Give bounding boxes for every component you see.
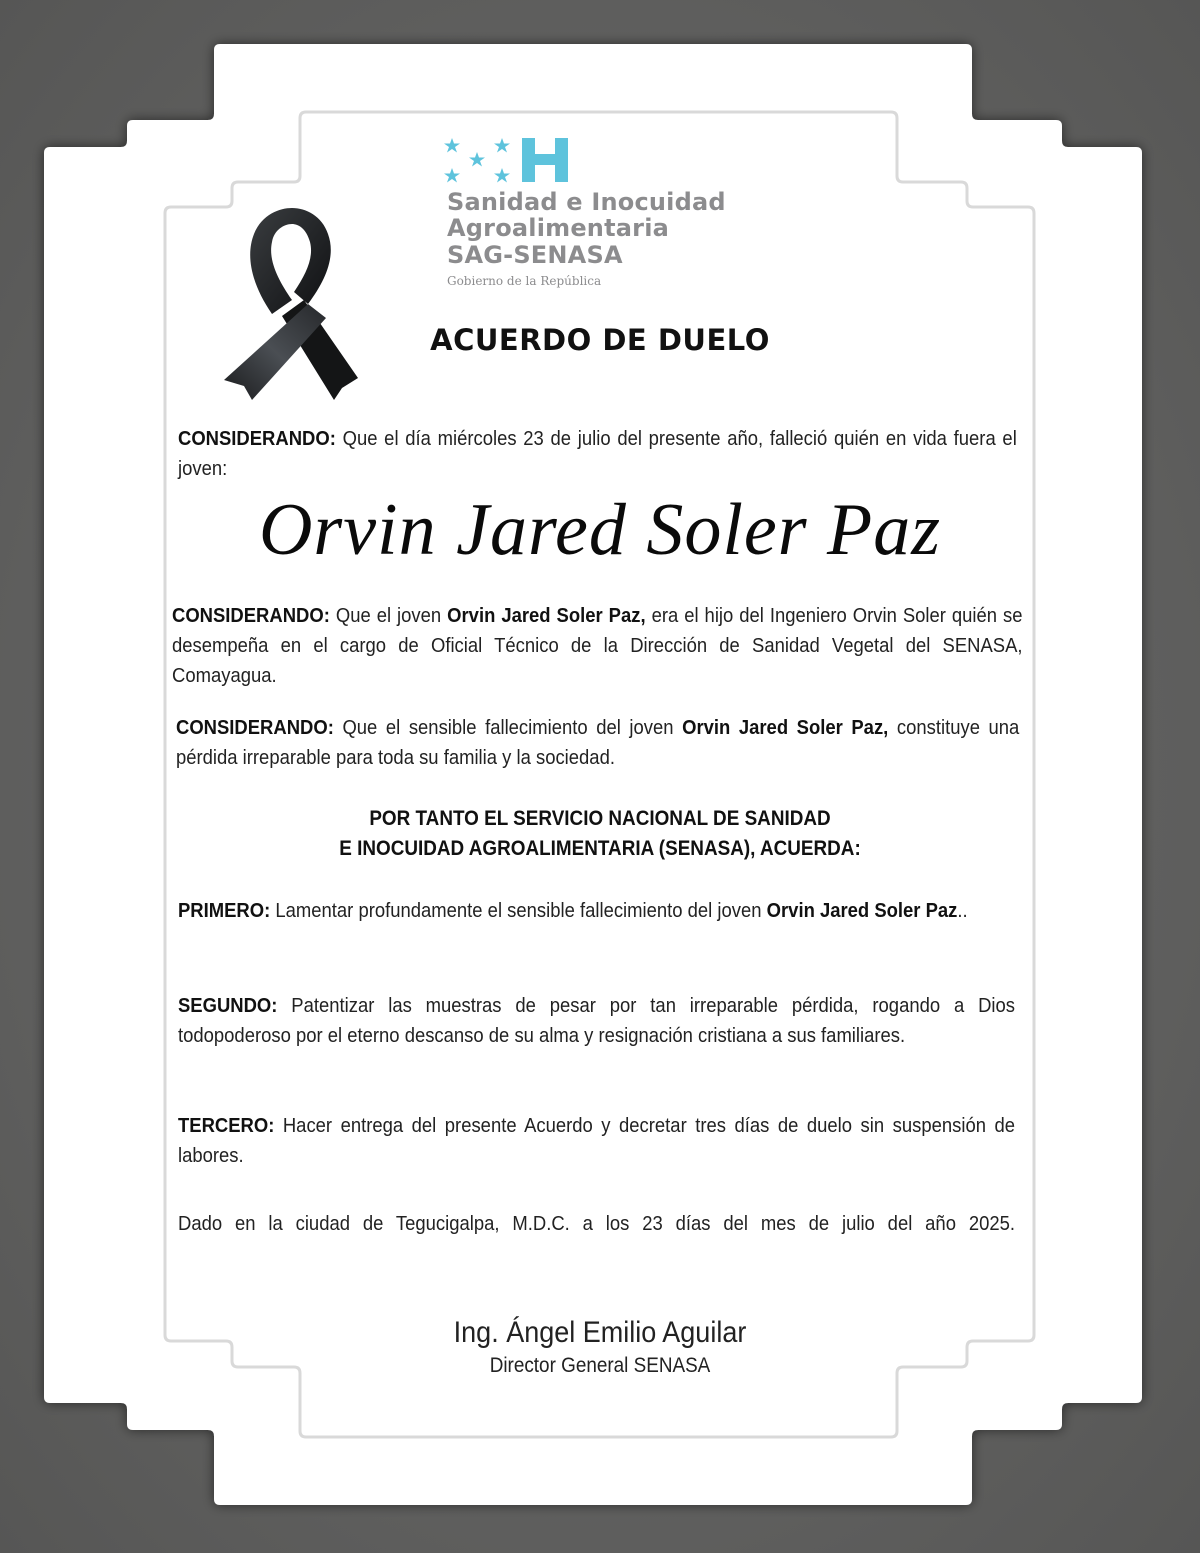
- considerando-3-text-b: constituye una pérdida irreparable para toda su familia y la sociedad.: [176, 716, 1020, 769]
- considerando-2-text-a: Que el joven: [329, 604, 448, 627]
- por-tanto-heading: [240, 804, 960, 864]
- h-logo-icon: [522, 138, 568, 182]
- tercero-label: TERCERO:: [178, 1114, 275, 1137]
- segundo-text: Patentizar las muestras de pesar por tan irreparable pérdida, rogando a Dios todopoderoso por el eterno descanso de su alma y resignación cristiana a sus familiares.: [178, 994, 1016, 1047]
- primero-label: PRIMERO:: [178, 899, 271, 922]
- mourning-ribbon-icon: [222, 204, 360, 400]
- considerando-2-text-b: era el hijo del Ingeniero Orvin Soler quién se desempeña en el cargo de Oficial Técnico de la Dirección de Sanidad Vegetal del SENASA, Comayagua.: [172, 604, 1023, 687]
- segundo-clause: [178, 991, 1015, 1051]
- por-tanto-line1: POR TANTO EL SERVICIO NACIONAL DE SANIDAD: [369, 807, 831, 830]
- primero-clause: [178, 896, 1029, 926]
- document-title: ACUERDO DE DUELO: [430, 323, 770, 357]
- segundo-label: SEGUNDO:: [178, 994, 278, 1017]
- primero-text: Lamentar profundamente el sensible fallecimiento del joven: [270, 899, 767, 922]
- considerando-3-label: CONSIDERANDO:: [176, 716, 334, 739]
- logo-text-line1: Sanidad e Inocuidad: [447, 188, 726, 216]
- logo-text-line2: Agroalimentaria: [447, 214, 670, 242]
- tercero-clause: [178, 1111, 1015, 1171]
- logo-subtitle: Gobierno de la República: [447, 274, 602, 288]
- considerando-1-label: CONSIDERANDO:: [178, 427, 336, 450]
- considerando-1: [178, 424, 1017, 484]
- dado-statement: Dado en la ciudad de Tegucigalpa, M.D.C. a los 23 días del mes de julio del año 2025.: [178, 1212, 1015, 1235]
- considerando-2-label: CONSIDERANDO:: [172, 604, 330, 627]
- primero-end: ..: [957, 899, 968, 922]
- considerando-2: [172, 601, 1023, 691]
- considerando-3: [176, 713, 1019, 773]
- deceased-name: Orvin Jared Soler Paz: [258, 489, 942, 571]
- signatory-role: Director General SENASA: [489, 1354, 711, 1377]
- considerando-3-name: Orvin Jared Soler Paz,: [682, 716, 889, 739]
- tercero-text: Hacer entrega del presente Acuerdo y decretar tres días de duelo sin suspensión de labores.: [178, 1114, 1015, 1167]
- signatory-name: Ing. Ángel Emilio Aguilar: [453, 1316, 747, 1349]
- primero-name: Orvin Jared Soler Paz: [766, 899, 958, 922]
- considerando-2-name: Orvin Jared Soler Paz,: [447, 604, 646, 627]
- logo-text-line3: SAG-SENASA: [447, 241, 623, 269]
- considerando-3-text-a: Que el sensible fallecimiento del joven: [333, 716, 683, 739]
- por-tanto-line2: E INOCUIDAD AGROALIMENTARIA (SENASA), ACUERDA:: [339, 837, 861, 860]
- stars-icon: [444, 138, 516, 188]
- considerando-1-text: Que el día miércoles 23 de julio del presente año, falleció quién en vida fuera el joven:: [178, 427, 1017, 480]
